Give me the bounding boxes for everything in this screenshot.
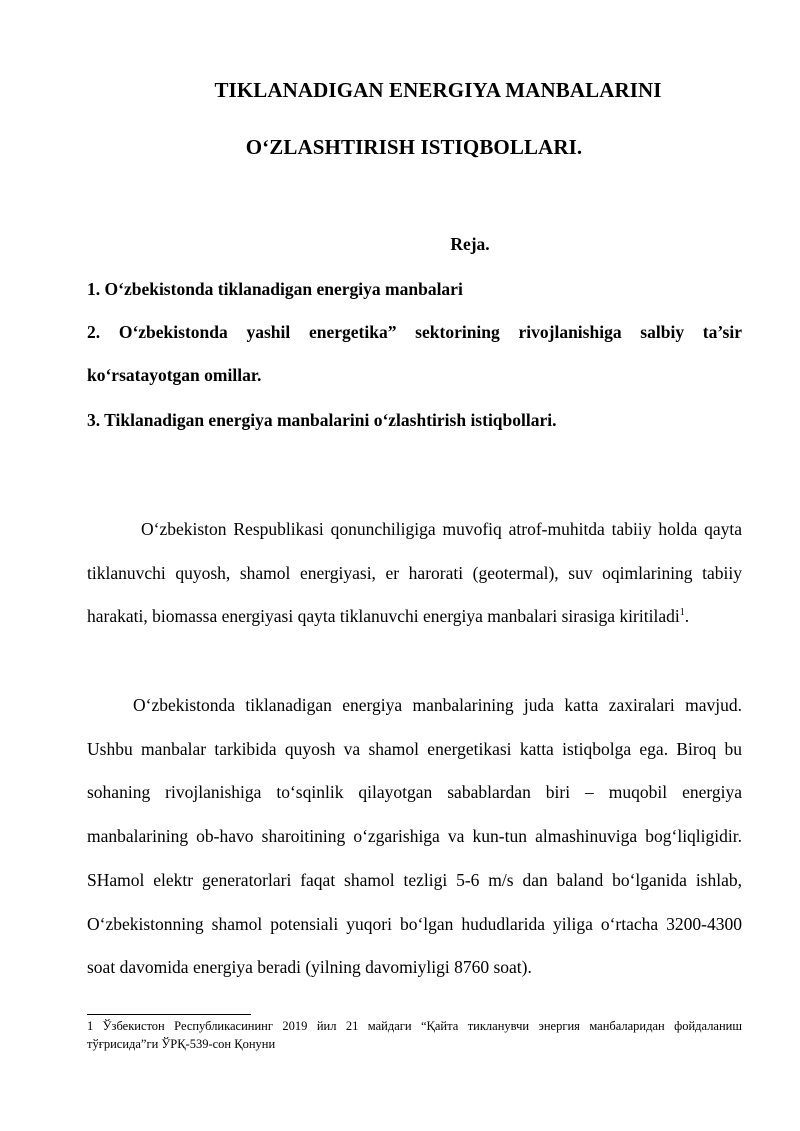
plan-item-3: 3. Tiklanadigan energiya manbalarini o‘zlashtirish istiqbollari. (87, 410, 557, 430)
plan-item-2: 2. O‘zbekistonda yashil energetika” sektorining rivojlanishiga salbiy ta’sir (87, 322, 742, 342)
plan-item-1: 1. O‘zbekistonda tiklanadigan energiya manbalari (87, 279, 463, 299)
footnote-separator (87, 1014, 251, 1015)
paragraph-1-text: O‘zbekiston Respublikasi qonunchiligiga muvofiq atrof-muhitda tabiiy holda qayta tiklanuvchi quyosh, shamol energiyasi, er harorati (geotermal), suv oqimlarining tabiiy harakati, biomassa energiyasi qayta tiklanuvchi energiya manbalari sirasiga kiritiladi (87, 519, 742, 627)
footnote-reference[interactable]: 1 (679, 607, 685, 619)
title-line-1: TIKLANADIGAN ENERGIYA MANBALARINI (214, 78, 662, 102)
paragraph-1-end: . (684, 606, 690, 627)
title-line-2: O‘ZLASHTIRISH ISTIQBOLLARI. (245, 135, 583, 159)
paragraph-1 (87, 508, 742, 639)
paragraph-2: O‘zbekistonda tiklanadigan energiya manbalarining juda katta zaxiralari mavjud. Ushbu manbalar tarkibida quyosh va shamol energetikasi katta istiqbolga ega. Biroq bu sohaning rivojlanishiga to‘sqinlik qilayotgan sabablardan biri – muqobil energiya manbalarining ob-havo sharoitining o‘zgarishiga va kun-tun almashinuviga bog‘liqligidir. SHamol elektr generatorlari faqat shamol tezligi 5-6 m/s dan baland bo‘lganida ishlab, O‘zbekistonning shamol potensiali yuqori bo‘lgan hududlarida yiliga o‘rtacha 3200-4300 soat davomida energiya beradi (yilning davomiyligi 8760 soat). (87, 695, 742, 978)
plan-item-2-continuation: ko‘rsatayotgan omillar. (87, 365, 262, 385)
footnote: 1 Ўзбекистон Республикасининг 2019 йил 21 майдаги “Қайта тикланувчи энергия манбаларидан фойдаланиш тўғрисида”ги ЎРҚ-539-сон Қонуни (87, 1019, 742, 1051)
plan-heading: Reja. (450, 234, 490, 254)
